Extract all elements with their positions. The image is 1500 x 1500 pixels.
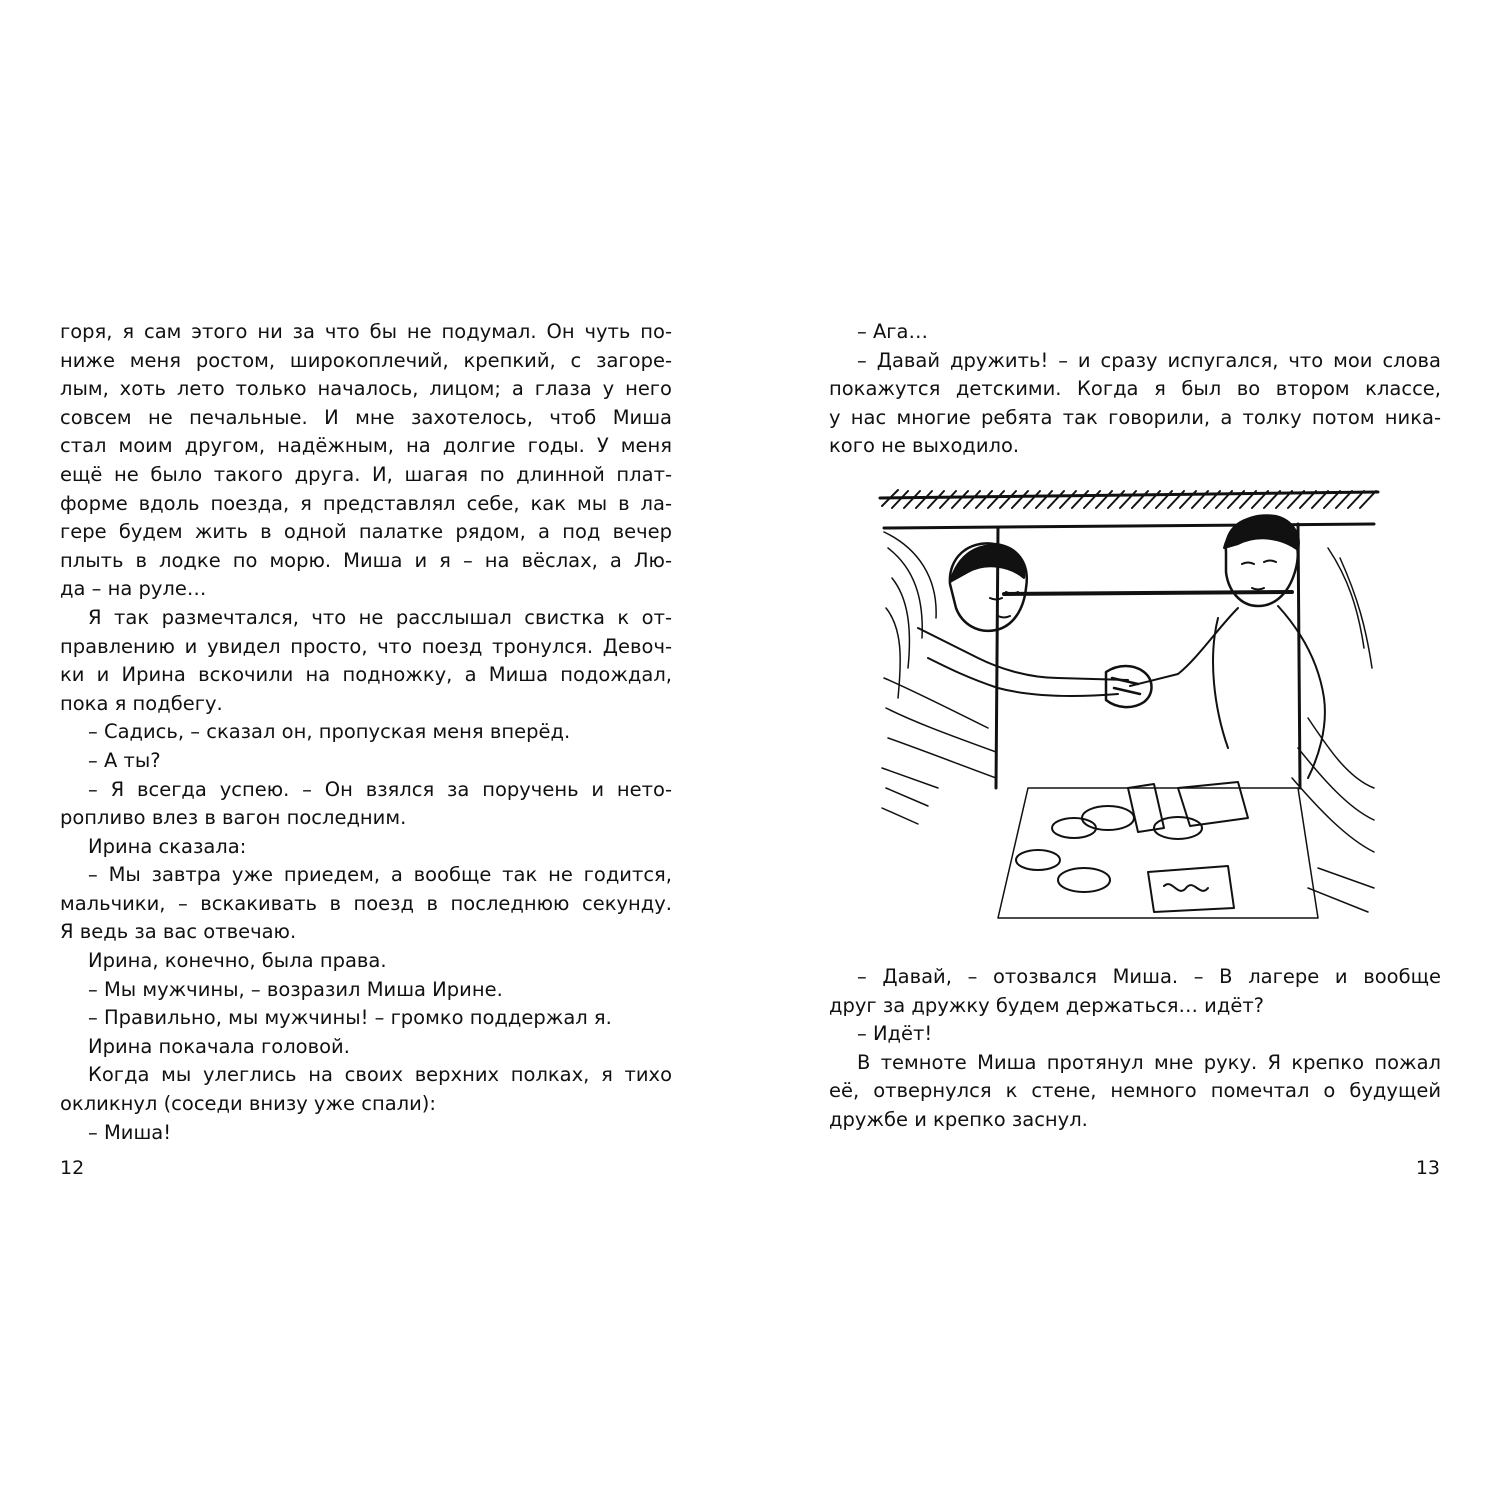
text-line: форме вдоль поезда, я представлял себе, как мы в ла- [60,491,672,515]
text-line: стал моим другом, надёжным, на долгие годы. У меня [60,434,672,458]
right-bed-hatching [1292,548,1374,912]
text-line: – Мы завтра уже приедем, а вообще так не годится, [88,863,672,887]
text-line: Ирина покачала головой. [88,1034,350,1058]
text-line: покажутся детскими. Когда я был во втором классе, [829,377,1441,401]
text-line: – Идёт! [857,1022,933,1046]
text-line: – Садись, – сказал он, пропуская меня вперёд. [88,720,571,744]
top-hatching [880,490,1378,508]
text-line: – Мы мужчины, – возразил Миша Ирине. [88,977,503,1001]
text-line: – Давай дружить! – и сразу испугался, что мои слова [857,348,1441,372]
text-line: Когда мы улеглись на своих верхних полках, я тихо [88,1063,672,1087]
text-line: гере будем жить в одной палатке рядом, а под вечер [60,520,672,544]
text-line: ки и Ирина вскочили на подножку, а Миша подождал, [60,663,672,687]
text-line: – Я всегда успею. – Он взялся за поручень и нето- [88,777,672,801]
boy-left [918,543,1128,696]
text-line: горя, я сам этого ни за что бы не подумал. Он чуть по- [60,320,672,343]
right-page-text-top [829,318,1441,461]
text-line: – Правильно, мы мужчины! – громко поддержал я. [88,1006,612,1030]
right-page-text-bottom [829,963,1441,1135]
text-line: ещё не было такого друга. И, шагая по длинной плат- [60,462,672,486]
text-line: Ирина сказала: [88,834,247,858]
page-number-left: 12 [60,1157,85,1179]
text-line: у нас многие ребята так говорили, а толку потом ника- [829,405,1441,429]
text-line: пока я подбегу. [60,691,223,715]
text-line: Я ведь за вас отвечаю. [60,920,297,944]
boy-right [1130,515,1325,778]
text-line: правлению и увидел просто, что поезд тронулся. Девоч- [60,634,672,658]
page-number-right: 13 [1415,1157,1440,1179]
text-line: дружбе и крепко заснул. [829,1107,1088,1131]
text-line: Ирина, конечно, была права. [88,949,387,973]
text-line: – Давай, – отозвался Миша. – В лагере и вообще [857,965,1441,988]
left-page-text [60,318,672,1147]
handshake [1106,666,1152,707]
text-line: друг за дружку будем держаться… идёт? [829,993,1265,1017]
text-line: – А ты? [88,748,161,772]
text-line: Я так размечтался, что не расслышал свистка к от- [88,605,672,629]
text-line: плыть в лодке по морю. Миша и я – на вёслах, а Лю- [60,548,672,572]
text-line: окликнул (соседи внизу уже спали): [60,1092,436,1116]
text-line: ниже меня ростом, широкоплечий, крепкий, с загоре- [60,348,672,372]
text-line: мальчики, – вскакивать в поезд в последнюю секунду. [60,891,672,915]
text-line: – Ага… [857,320,928,343]
text-line: кого не выходило. [829,434,1020,458]
text-line: да – на руле… [60,577,207,601]
text-line: её, отвернулся к стене, немного помечтал о будущей [829,1079,1441,1103]
text-line: В темноте Миша протянул мне руку. Я крепко пожал [857,1050,1441,1074]
text-line: ропливо влез в вагон последним. [60,806,407,830]
text-line: совсем не печальные. И мне захотелось, чтоб Миша [60,405,672,429]
left-bed-hatching [882,532,996,824]
text-line: лым, хоть лето только началось, лицом; а глаза у него [60,377,672,401]
text-line: – Миша! [88,1120,172,1144]
illustration-handshake [878,488,1380,926]
table-with-cups [998,782,1318,918]
